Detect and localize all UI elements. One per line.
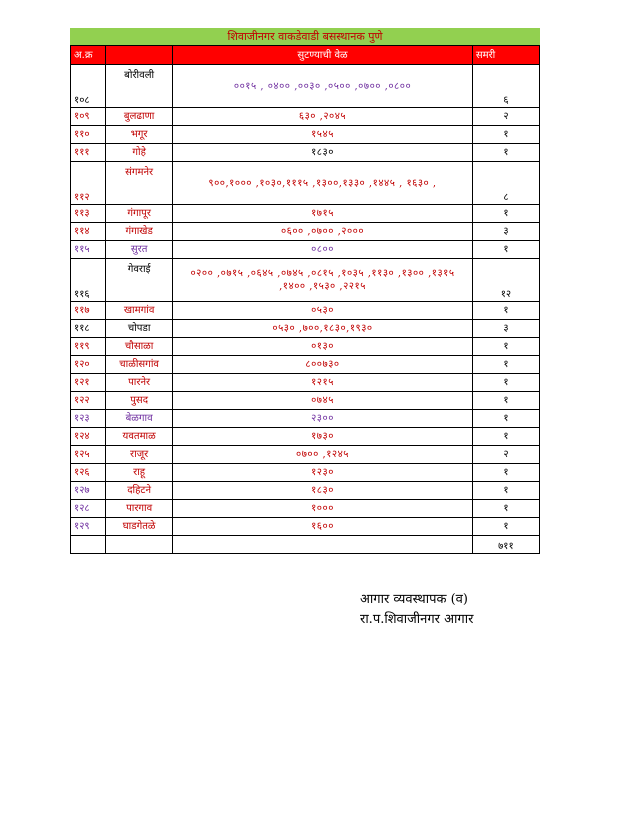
destination-cell: घाडगेतळे	[106, 518, 173, 536]
destination-cell: राजूर	[106, 446, 173, 464]
serial-cell: १०९	[71, 108, 106, 126]
serial-cell: १२७	[71, 482, 106, 500]
departure-times-cell: १८३०	[173, 144, 473, 162]
table-row	[71, 356, 540, 374]
destination-cell: खामगांव	[106, 302, 173, 320]
table-row	[71, 500, 540, 518]
table-row	[71, 518, 540, 536]
table-row	[71, 108, 540, 126]
destination-cell: पुसद	[106, 392, 173, 410]
trip-count-cell: ३	[472, 223, 539, 241]
table-row	[71, 392, 540, 410]
trip-count-cell: १	[472, 338, 539, 356]
table-row	[71, 223, 540, 241]
trip-count-cell: १	[472, 410, 539, 428]
table-row	[71, 464, 540, 482]
trip-count-cell: १	[472, 302, 539, 320]
trip-count-cell: ८	[472, 162, 539, 205]
departure-times-cell: ०५३०	[173, 302, 473, 320]
table-row	[71, 205, 540, 223]
serial-cell: १२९	[71, 518, 106, 536]
signature-block	[360, 590, 473, 630]
table-row	[71, 374, 540, 392]
trip-count-cell: ६	[472, 65, 539, 108]
signature-title: आगार व्यवस्थापक (व)	[360, 592, 468, 607]
serial-cell: १२४	[71, 428, 106, 446]
departure-times-cell: ८००७३०	[173, 356, 473, 374]
trip-count-cell: १२	[472, 259, 539, 302]
table-row	[71, 302, 540, 320]
table-row	[71, 144, 540, 162]
destination-cell: पारनेर	[106, 374, 173, 392]
total-empty-cell	[173, 536, 473, 554]
table-row	[71, 446, 540, 464]
signature-office: रा.प.शिवाजीनगर आगार	[360, 612, 474, 627]
trip-count-cell: १	[472, 205, 539, 223]
page-title: शिवाजीनगर वाकडेवाडी बसस्थानक पुणे	[70, 28, 540, 45]
departure-times-cell: ००१५ , ०४०० ,००३० ,०५०० ,०७०० ,०८००	[173, 65, 473, 108]
table-row	[71, 428, 540, 446]
trip-count-cell: १	[472, 356, 539, 374]
serial-cell: ११३	[71, 205, 106, 223]
destination-cell: पारगाव	[106, 500, 173, 518]
trip-count-cell: १	[472, 428, 539, 446]
total-row	[71, 536, 540, 554]
departure-times-cell: ०५३० ,७००,१८३०,१९३०	[173, 320, 473, 338]
destination-cell: संगमनेर	[106, 162, 173, 205]
serial-cell: ११४	[71, 223, 106, 241]
table-header-row	[71, 46, 540, 65]
header-place	[106, 46, 173, 65]
trip-count-cell: २	[472, 108, 539, 126]
departure-times-cell: ०२०० ,०७१५ ,०६४५ ,०७४५ ,०८१५ ,१०३५ ,११३० ,१३०० ,१३१५ ,१४०० ,१५३० ,२२१५	[173, 259, 473, 302]
table-row	[71, 126, 540, 144]
serial-cell: १०८	[71, 65, 106, 108]
header-count: समरी	[472, 46, 539, 65]
table-row	[71, 482, 540, 500]
destination-cell: चोपडा	[106, 320, 173, 338]
header-times: सुटण्याची वेळ	[173, 46, 473, 65]
departure-times-cell: ९००,१००० ,१०३०,१११५ ,१३००,१३३० ,१४४५ , १६३० ,	[173, 162, 473, 205]
destination-cell: सुरत	[106, 241, 173, 259]
trip-count-cell: १	[472, 241, 539, 259]
serial-cell: ११५	[71, 241, 106, 259]
destination-cell: दहिटने	[106, 482, 173, 500]
trip-count-cell: १	[472, 392, 539, 410]
table-row	[71, 338, 540, 356]
serial-cell: १२२	[71, 392, 106, 410]
serial-cell: १२५	[71, 446, 106, 464]
serial-cell: ११६	[71, 259, 106, 302]
trip-count-cell: १	[472, 126, 539, 144]
departure-times-cell: ०७०० ,१२४५	[173, 446, 473, 464]
trip-count-cell: १	[472, 464, 539, 482]
departure-times-cell: ०१३०	[173, 338, 473, 356]
destination-cell: बुलढाणा	[106, 108, 173, 126]
destination-cell: गंगाखेड	[106, 223, 173, 241]
trip-count-cell: १	[472, 518, 539, 536]
departure-times-cell: १०००	[173, 500, 473, 518]
table-row	[71, 65, 540, 108]
serial-cell: १२०	[71, 356, 106, 374]
serial-cell: १२६	[71, 464, 106, 482]
destination-cell: गंगापूर	[106, 205, 173, 223]
trip-count-cell: १	[472, 482, 539, 500]
table-row	[71, 320, 540, 338]
departure-times-cell: १८३०	[173, 482, 473, 500]
departure-times-cell: ०८००	[173, 241, 473, 259]
departure-times-cell: ०६०० ,०७०० ,२०००	[173, 223, 473, 241]
trip-count-cell: १	[472, 144, 539, 162]
departure-times-cell: १५४५	[173, 126, 473, 144]
destination-cell: बोरीवली	[106, 65, 173, 108]
trip-count-cell: ३	[472, 320, 539, 338]
departure-times-cell: २३००	[173, 410, 473, 428]
table-row	[71, 241, 540, 259]
trip-count-cell: १	[472, 374, 539, 392]
departure-times-cell: ६३० ,२०४५	[173, 108, 473, 126]
serial-cell: १११	[71, 144, 106, 162]
table-row	[71, 259, 540, 302]
header-serial: अ.क्र	[71, 46, 106, 65]
serial-cell: १२८	[71, 500, 106, 518]
serial-cell: १२३	[71, 410, 106, 428]
departure-times-cell: १७३०	[173, 428, 473, 446]
total-count: ७११	[472, 536, 539, 554]
destination-cell: भगूर	[106, 126, 173, 144]
destination-cell: राहू	[106, 464, 173, 482]
destination-cell: चौसाळा	[106, 338, 173, 356]
total-empty-cell	[106, 536, 173, 554]
departure-times-cell: १२३०	[173, 464, 473, 482]
total-empty-cell	[71, 536, 106, 554]
destination-cell: यवतमाळ	[106, 428, 173, 446]
serial-cell: ११२	[71, 162, 106, 205]
trip-count-cell: १	[472, 500, 539, 518]
table-row	[71, 162, 540, 205]
serial-cell: १२१	[71, 374, 106, 392]
table-row	[71, 410, 540, 428]
serial-cell: ११०	[71, 126, 106, 144]
trip-count-cell: २	[472, 446, 539, 464]
destination-cell: गोहे	[106, 144, 173, 162]
serial-cell: ११८	[71, 320, 106, 338]
departure-times-cell: १६००	[173, 518, 473, 536]
departure-times-cell: १७१५	[173, 205, 473, 223]
destination-cell: गेवराई	[106, 259, 173, 302]
departure-times-cell: १२१५	[173, 374, 473, 392]
destination-cell: चाळीसगांव	[106, 356, 173, 374]
serial-cell: ११७	[71, 302, 106, 320]
schedule-table	[70, 45, 540, 554]
destination-cell: बेळगाव	[106, 410, 173, 428]
timetable-sheet	[70, 28, 540, 554]
serial-cell: ११९	[71, 338, 106, 356]
departure-times-cell: ०७४५	[173, 392, 473, 410]
